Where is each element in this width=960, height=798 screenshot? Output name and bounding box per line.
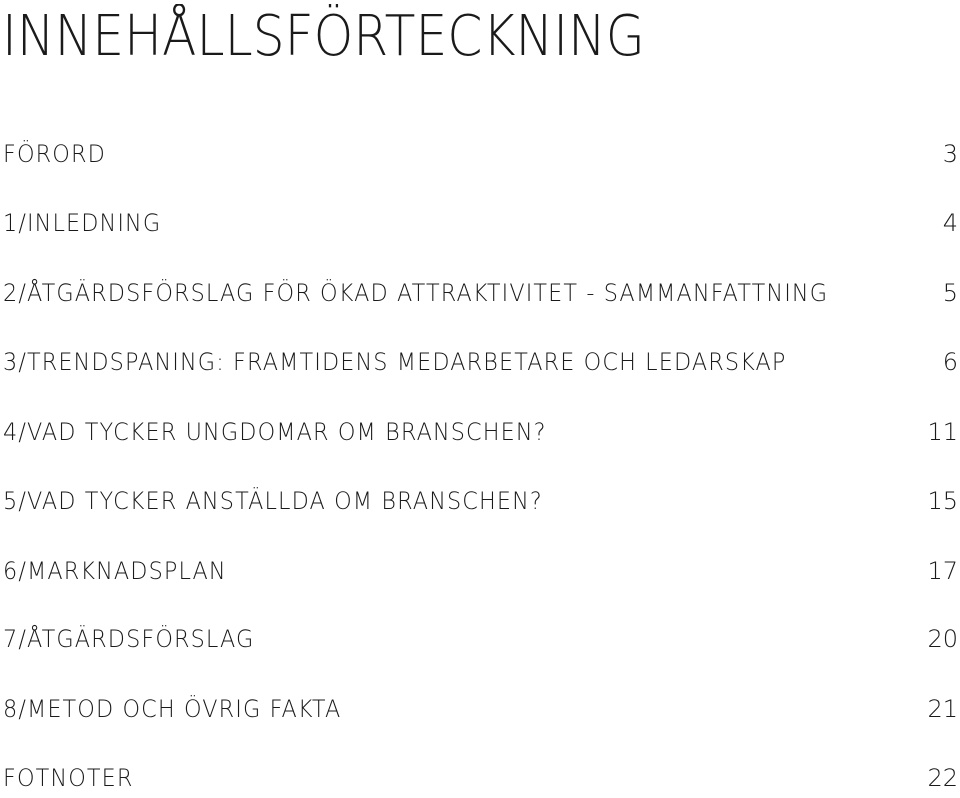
toc-entry-page-number: 11 xyxy=(927,418,958,446)
toc-entry-forord[interactable] xyxy=(0,134,960,174)
toc-entry-atgardsforslag-sammanfattning[interactable] xyxy=(0,273,960,313)
toc-entry-label: 3/TRENDSPANING: FRAMTIDENS MEDARBETARE OCH LEDARSKAP xyxy=(3,348,787,376)
toc-entry-label: FÖRORD xyxy=(3,140,106,168)
toc-entry-fotnoter[interactable] xyxy=(0,758,960,798)
toc-entry-label: FOTNOTER xyxy=(3,764,134,792)
toc-entry-page-number: 20 xyxy=(927,625,958,653)
toc-entry-label: 7/ÅTGÄRDSFÖRSLAG xyxy=(3,625,255,653)
toc-entry-ungdomar[interactable] xyxy=(0,412,960,452)
toc-entry-marknadsplan[interactable] xyxy=(0,551,960,591)
toc-entry-label: 6/MARKNADSPLAN xyxy=(3,557,227,585)
toc-entry-label: 4/VAD TYCKER UNGDOMAR OM BRANSCHEN? xyxy=(3,418,547,446)
toc-entry-page-number: 21 xyxy=(927,695,958,723)
toc-entry-page-number: 22 xyxy=(927,764,958,792)
toc-entry-inledning[interactable] xyxy=(0,203,960,243)
toc-entry-label: 8/METOD OCH ÖVRIG FAKTA xyxy=(3,695,342,723)
toc-entry-page-number: 17 xyxy=(927,557,958,585)
toc-entry-page-number: 6 xyxy=(942,348,958,376)
toc-entry-label: 1/INLEDNING xyxy=(3,209,162,237)
toc-entry-page-number: 3 xyxy=(942,140,958,168)
toc-entry-page-number: 4 xyxy=(942,209,958,237)
toc-entry-atgardsforslag[interactable] xyxy=(0,619,960,659)
toc-entry-label: 5/VAD TYCKER ANSTÄLLDA OM BRANSCHEN? xyxy=(3,487,543,515)
toc-entry-anstallda[interactable] xyxy=(0,481,960,521)
toc-entry-page-number: 5 xyxy=(942,279,958,307)
toc-entry-label: 2/ÅTGÄRDSFÖRSLAG FÖR ÖKAD ATTRAKTIVITET - SAMMANFATTNING xyxy=(3,279,829,307)
toc-entry-metod[interactable] xyxy=(0,689,960,729)
toc-entry-page-number: 15 xyxy=(927,487,958,515)
page-title: INNEHÅLLSFÖRTECKNING xyxy=(2,4,645,69)
toc-entry-trendspaning[interactable] xyxy=(0,342,960,382)
